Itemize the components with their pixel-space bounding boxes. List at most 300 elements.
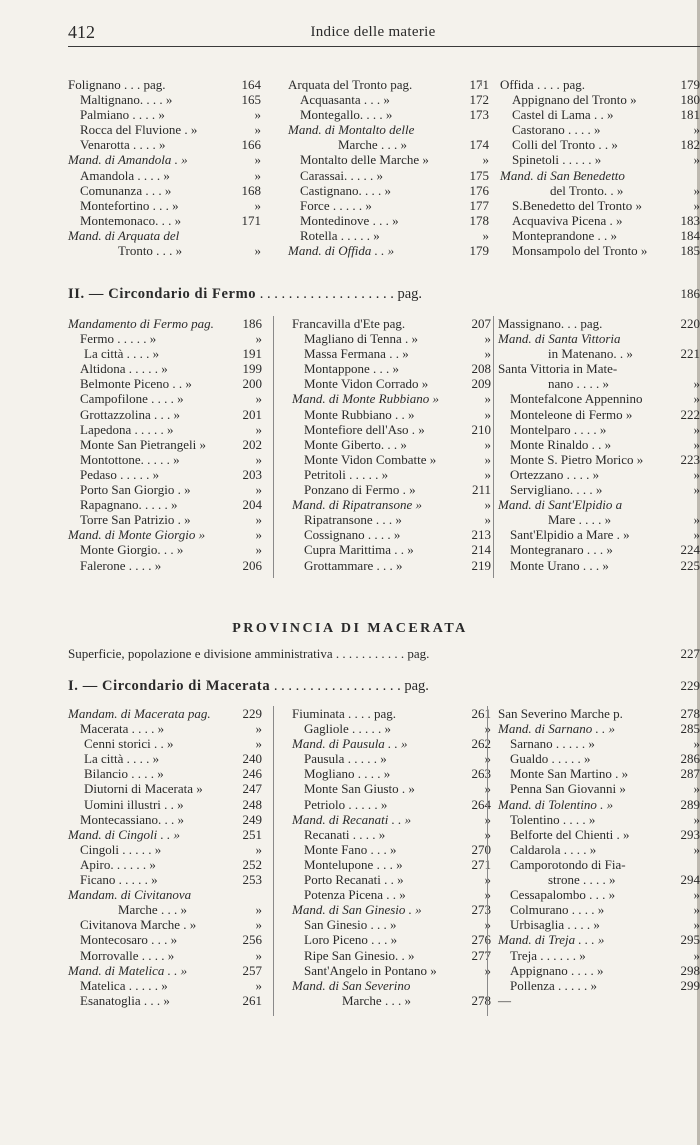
entry-name: in Matenano. . » — [548, 346, 633, 362]
entry-page: 202 — [242, 436, 262, 452]
entry-name: Lapedona . . . . . » — [80, 421, 174, 437]
index-entry — [68, 213, 261, 228]
index-entry — [500, 107, 700, 122]
entry-name: Petriolo . . . . . » — [304, 796, 388, 812]
entry-page: 171 — [469, 77, 489, 92]
superficie-title: Superficie, popolazione e divisione amministrativa — [68, 646, 333, 661]
entry-name: Fiuminata . . . . pag. — [292, 706, 396, 721]
index-entry — [288, 213, 489, 228]
index-entry — [292, 917, 491, 932]
index-entry — [498, 797, 700, 812]
entry-name: Cossignano . . . . » — [304, 527, 401, 543]
entry-page: 191 — [242, 346, 262, 362]
entry-name: Marche . . . » — [342, 992, 411, 1008]
index-entry — [68, 497, 262, 512]
entry-name: Cingoli . . . . . » — [80, 841, 162, 857]
entry-name: Arquata del Tronto pag. — [288, 77, 413, 92]
index-entry — [292, 781, 491, 796]
index-entry — [292, 963, 491, 978]
index-entry — [292, 467, 491, 482]
entry-page: 253 — [242, 872, 262, 888]
index-entry — [498, 721, 700, 736]
entry-name: Colmurano . . . . » — [510, 902, 605, 918]
entry-page: 222 — [680, 406, 700, 422]
index-entry — [498, 872, 700, 887]
entry-page: » — [693, 917, 700, 933]
entry-page: 165 — [241, 92, 261, 108]
entry-name: Diutorni di Macerata » — [84, 781, 203, 797]
entry-page: 210 — [471, 421, 491, 437]
entry-name: Appignano . . . . » — [510, 962, 604, 978]
entry-page: 224 — [680, 542, 700, 558]
entry-name: Recanati . . . . » — [304, 826, 386, 842]
entry-name: Amandola . . . . » — [80, 167, 170, 183]
entry-name: Palmiano . . . . » — [80, 107, 165, 123]
entry-page: 221 — [680, 346, 700, 362]
entry-page: » — [482, 152, 489, 168]
index-entry — [498, 558, 700, 573]
index-entry — [288, 92, 489, 107]
entry-page: 252 — [242, 856, 262, 872]
entry-page: 293 — [680, 826, 700, 842]
entry-name: Servigliano. . . . » — [510, 482, 603, 498]
entry-page: » — [484, 497, 491, 513]
entry-page: » — [484, 721, 491, 737]
entry-name: Montegallo. . . . » — [300, 107, 393, 123]
entry-name: Morrovalle . . . . » — [80, 947, 175, 963]
index-entry — [68, 198, 261, 213]
index-entry — [68, 77, 261, 92]
index-entry — [498, 497, 700, 512]
entry-page: » — [255, 902, 262, 918]
index-entry — [498, 902, 700, 917]
index-entry — [498, 948, 700, 963]
entry-name: Monte Fano . . . » — [304, 841, 397, 857]
entry-name: Force . . . . . » — [300, 197, 372, 213]
index-entry — [288, 107, 489, 122]
index-entry — [68, 137, 261, 152]
index-entry — [498, 706, 700, 721]
index-entry — [292, 391, 491, 406]
entry-page: 220 — [680, 316, 700, 331]
index-column — [68, 706, 262, 1008]
entry-name: Montalto delle Marche » — [300, 152, 429, 168]
entry-name: Tronto . . . » — [118, 243, 183, 259]
entry-name: Monte S. Pietro Morico » — [510, 451, 644, 467]
index-entry — [68, 243, 261, 258]
entry-name: Monte San Pietrangeli » — [80, 436, 207, 452]
entry-name: Monte Giberto. . . » — [304, 436, 407, 452]
entry-name: Potenza Picena . . » — [304, 887, 406, 903]
entry-name: Porto San Giorgio . » — [80, 482, 191, 498]
entry-name: Fermo . . . . . » — [80, 331, 157, 347]
entry-page: » — [255, 841, 262, 857]
index-entry — [498, 437, 700, 452]
index-entry — [500, 198, 700, 213]
index-column — [292, 316, 491, 573]
province-heading: PROVINCIA DI MACERATA — [232, 621, 468, 636]
index-entry — [498, 527, 700, 542]
entry-name: Appignano del Tronto » — [512, 92, 637, 108]
entry-page: » — [254, 152, 261, 168]
entry-name: Campofilone . . . . » — [80, 391, 184, 407]
entry-page: » — [255, 721, 262, 737]
entry-page: 204 — [242, 497, 262, 513]
index-entry — [68, 183, 261, 198]
entry-page: 287 — [680, 766, 700, 782]
entry-page: 173 — [469, 107, 489, 123]
index-entry — [288, 198, 489, 213]
entry-name: — — [498, 992, 511, 1008]
entry-name: Mand. di Santa Vittoria — [498, 331, 621, 347]
entry-name: Monte Urano . . . » — [510, 557, 609, 573]
index-entry — [68, 391, 262, 406]
entry-page: » — [254, 167, 261, 183]
entry-page: » — [255, 542, 262, 558]
entry-page: 298 — [680, 962, 700, 978]
entry-page: 289 — [680, 796, 700, 812]
entry-name: Belmonte Piceno . . » — [80, 376, 192, 392]
entry-page: » — [254, 197, 261, 213]
entry-name: Ripe San Ginesio. . » — [304, 947, 415, 963]
entry-name: Mandam. di Civitanova — [68, 887, 192, 903]
entry-name: Sarnano . . . . . » — [510, 736, 595, 752]
entry-page: 181 — [680, 107, 700, 123]
entry-page: 261 — [471, 706, 491, 721]
entry-name: Mand. di Matelica . . » — [68, 962, 188, 978]
index-column — [288, 77, 489, 258]
entry-page: 207 — [471, 316, 491, 331]
column-divider — [493, 316, 494, 578]
index-entry — [292, 346, 491, 361]
column-divider — [481, 80, 482, 86]
entry-name: Mand. di San Severino — [292, 977, 411, 993]
entry-name: Castel di Lama . . » — [512, 107, 614, 123]
index-entry — [498, 766, 700, 781]
entry-name: Bilancio . . . . » — [84, 766, 164, 782]
leader-dots: . . . . . . . . . . . . . . . . . . . pag. — [256, 286, 423, 302]
index-entry — [68, 948, 262, 963]
index-entry — [68, 797, 262, 812]
index-entry — [68, 467, 262, 482]
index-entry — [292, 857, 491, 872]
entry-page: 185 — [680, 243, 700, 259]
section-heading-macerata — [68, 678, 700, 698]
index-entry — [288, 77, 489, 92]
entry-page: » — [693, 122, 700, 138]
entry-page: » — [255, 527, 262, 543]
entry-name: Belforte del Chienti . » — [510, 826, 630, 842]
entry-name: Montelparo . . . . » — [510, 421, 607, 437]
entry-page: 180 — [680, 92, 700, 108]
index-entry — [292, 316, 491, 331]
entry-page: 182 — [680, 137, 700, 153]
index-entry — [500, 152, 700, 167]
index-entry — [498, 331, 700, 346]
entry-name: Gualdo . . . . . » — [510, 751, 591, 767]
index-column — [68, 316, 262, 573]
index-entry — [292, 932, 491, 947]
entry-page: » — [484, 872, 491, 888]
entry-page: 299 — [680, 977, 700, 993]
entry-name: Mand. di Sarnano . . » — [498, 721, 615, 737]
entry-name: Tolentino . . . . » — [510, 811, 596, 827]
entry-name: Ortezzano . . . . » — [510, 466, 600, 482]
index-entry — [68, 527, 262, 542]
index-entry — [68, 917, 262, 932]
entry-page: » — [693, 902, 700, 918]
index-entry — [498, 542, 700, 557]
entry-name: Ponzano di Fermo . » — [304, 482, 416, 498]
index-entry — [68, 107, 261, 122]
entry-name: Acquasanta . . . » — [300, 92, 390, 108]
entry-page: 240 — [242, 751, 262, 767]
entry-name: Mand. di Montalto delle — [288, 122, 415, 138]
leader-dots: . . . . . . . . . . . . . . . . . . pag. — [270, 678, 429, 694]
index-entry — [498, 978, 700, 993]
entry-name: Mare . . . . » — [548, 512, 612, 528]
entry-name: Carassai. . . . . » — [300, 167, 384, 183]
entry-page: » — [693, 482, 700, 498]
entry-name: Montefalcone Appennino — [510, 391, 643, 407]
entry-page: 203 — [242, 466, 262, 482]
entry-name: Esanatoglia . . . » — [80, 992, 170, 1008]
index-entry — [68, 331, 262, 346]
index-entry — [68, 963, 262, 978]
index-entry — [292, 376, 491, 391]
index-entry — [498, 751, 700, 766]
entry-name: Maltignano. . . . » — [80, 92, 173, 108]
superficie-page: 227 — [680, 646, 700, 661]
entry-page: » — [693, 421, 700, 437]
index-entry — [498, 963, 700, 978]
index-entry — [498, 993, 700, 1008]
page-title: Indice delle materie — [310, 24, 436, 40]
entry-name: Francavilla d'Ete pag. — [292, 316, 406, 331]
index-entry — [292, 766, 491, 781]
entry-page: » — [484, 512, 491, 528]
entry-page: 186 — [242, 316, 262, 331]
index-entry — [292, 993, 491, 1008]
entry-name: Spinetoli . . . . . » — [512, 152, 602, 168]
index-entry — [292, 736, 491, 751]
entry-page: » — [254, 243, 261, 259]
index-entry — [68, 842, 262, 857]
entry-name: Grottazzolina . . . » — [80, 406, 180, 422]
entry-name: Mand. di Monte Giorgio » — [68, 527, 206, 543]
entry-page: 174 — [469, 137, 489, 153]
entry-page: » — [484, 917, 491, 933]
entry-name: Ripatransone . . . » — [304, 512, 402, 528]
entry-name: Montelupone . . . » — [304, 856, 403, 872]
index-entry — [68, 857, 262, 872]
entry-name: Colli del Tronto . . » — [512, 137, 618, 153]
index-entry — [68, 872, 262, 887]
index-entry — [498, 316, 700, 331]
entry-page: 229 — [242, 706, 262, 721]
index-entry — [498, 346, 700, 361]
entry-name: Mogliano . . . . » — [304, 766, 391, 782]
index-entry — [292, 361, 491, 376]
entry-name: Penna San Giovanni » — [510, 781, 626, 797]
entry-name: Cessapalombo . . . » — [510, 887, 616, 903]
entry-page: » — [693, 436, 700, 452]
index-entry — [292, 497, 491, 512]
index-entry — [68, 827, 262, 842]
entry-page: 172 — [469, 92, 489, 108]
index-entry — [498, 827, 700, 842]
index-entry — [68, 766, 262, 781]
index-entry — [288, 152, 489, 167]
entry-name: Montefortino . . . » — [80, 197, 179, 213]
index-entry — [498, 391, 700, 406]
entry-name: Monte Rinaldo . . » — [510, 436, 612, 452]
entry-page: 211 — [471, 482, 491, 498]
entry-name: Monte Vidon Corrado » — [304, 376, 429, 392]
entry-name: Urbisaglia . . . . » — [510, 917, 600, 933]
entry-name: Monsampolo del Tronto » — [512, 243, 648, 259]
entry-name: Montappone . . . » — [304, 361, 399, 377]
entry-name: Montecassiano. . . » — [80, 811, 184, 827]
index-entry — [292, 558, 491, 573]
entry-page: » — [484, 811, 491, 827]
index-block-ascoli — [68, 77, 700, 267]
entry-page: » — [484, 391, 491, 407]
entry-name: Venarotta . . . . » — [80, 137, 166, 153]
entry-page: 175 — [469, 167, 489, 183]
page-header — [68, 22, 700, 42]
entry-page: » — [254, 122, 261, 138]
entry-page: 277 — [471, 947, 491, 963]
entry-page: 295 — [680, 932, 700, 948]
index-entry — [292, 842, 491, 857]
index-entry — [68, 437, 262, 452]
entry-page: » — [255, 331, 262, 347]
entry-name: Gagliole . . . . . » — [304, 721, 392, 737]
entry-name: Mand. di Treja . . . » — [498, 932, 605, 948]
entry-page: 263 — [471, 766, 491, 782]
section-title: I. — Circondario di Macerata — [68, 678, 271, 694]
index-entry — [500, 122, 700, 137]
index-entry — [292, 721, 491, 736]
index-entry — [288, 137, 489, 152]
index-entry — [292, 542, 491, 557]
entry-name: Petritoli . . . . . » — [304, 466, 389, 482]
entry-page: » — [484, 406, 491, 422]
entry-name: Torre San Patrizio . » — [80, 512, 191, 528]
entry-page: 225 — [680, 557, 700, 573]
index-entry — [288, 122, 489, 137]
entry-name: Mand. di Amandola . » — [68, 152, 188, 168]
entry-page: 200 — [242, 376, 262, 392]
entry-page: 273 — [471, 902, 491, 918]
index-entry — [68, 316, 262, 331]
entry-name: Montemonaco. . . » — [80, 212, 182, 228]
entry-page: » — [255, 917, 262, 933]
entry-page: » — [255, 421, 262, 437]
entry-name: del Tronto. . » — [550, 182, 624, 198]
entry-name: Folignano . . . pag. — [68, 77, 166, 92]
index-entry — [68, 482, 262, 497]
entry-name: Monte Giorgio. . . » — [80, 542, 184, 558]
entry-name: Rapagnano. . . . . » — [80, 497, 178, 513]
section-heading-fermo — [68, 286, 700, 306]
entry-name: strone . . . . » — [548, 872, 616, 888]
entry-name: Mand. di Arquata del — [68, 227, 180, 243]
entry-name: Mand. di Sant'Elpidio a — [498, 497, 623, 513]
index-entry — [68, 736, 262, 751]
entry-page: » — [484, 781, 491, 797]
entry-page: » — [693, 152, 700, 168]
index-entry — [292, 902, 491, 917]
index-entry — [68, 361, 262, 376]
entry-page: 261 — [242, 992, 262, 1008]
index-entry — [292, 452, 491, 467]
index-entry — [68, 902, 262, 917]
entry-name: Montefiore dell'Aso . » — [304, 421, 425, 437]
entry-name: Altidona . . . . . » — [80, 361, 168, 377]
entry-name: Castorano . . . . » — [512, 122, 601, 138]
entry-name: Mand. di Recanati . . » — [292, 811, 412, 827]
index-entry — [292, 827, 491, 842]
entry-name: Monte Vidon Combatte » — [304, 451, 437, 467]
entry-page: » — [255, 391, 262, 407]
entry-name: Mand. di Tolentino . » — [498, 796, 614, 812]
entry-page: » — [254, 107, 261, 123]
index-entry — [498, 482, 700, 497]
index-entry — [68, 721, 262, 736]
entry-name: Rotella . . . . . » — [300, 227, 380, 243]
index-entry — [68, 812, 262, 827]
index-entry — [68, 751, 262, 766]
entry-name: Ficano . . . . . » — [80, 872, 158, 888]
entry-name: Marche . . . » — [338, 137, 407, 153]
index-entry — [500, 243, 700, 258]
index-entry — [68, 346, 262, 361]
index-entry — [292, 407, 491, 422]
entry-name: Mandam. di Macerata pag. — [68, 706, 211, 721]
entry-name: Magliano di Tenna . » — [304, 331, 419, 347]
entry-name: Cenni storici . . » — [84, 736, 174, 752]
entry-name: Uomini illustri . . » — [84, 796, 184, 812]
entry-page: » — [693, 947, 700, 963]
entry-name: Castignano. . . . » — [300, 182, 391, 198]
index-entry — [498, 736, 700, 751]
entry-name: Grottammare . . . » — [304, 557, 403, 573]
header-rule — [68, 46, 700, 47]
entry-page: » — [484, 751, 491, 767]
entry-page: 248 — [242, 796, 262, 812]
entry-page: 278 — [680, 706, 700, 721]
entry-page: 285 — [680, 721, 700, 737]
entry-name: Treja . . . . . . » — [510, 947, 586, 963]
entry-page: 264 — [471, 796, 491, 812]
entry-page: 166 — [241, 137, 261, 153]
entry-name: Monte San Giusto . » — [304, 781, 415, 797]
entry-name: Massa Fermana . . » — [304, 346, 409, 362]
entry-name: Pausula . . . . . » — [304, 751, 387, 767]
entry-page: » — [484, 826, 491, 842]
index-column — [292, 706, 491, 1008]
index-entry — [68, 993, 262, 1008]
index-entry — [292, 527, 491, 542]
entry-page: 164 — [241, 77, 261, 92]
entry-page: 276 — [471, 932, 491, 948]
entry-page: » — [484, 466, 491, 482]
entry-page: 271 — [471, 856, 491, 872]
entry-page: 251 — [242, 826, 262, 842]
index-entry — [292, 331, 491, 346]
